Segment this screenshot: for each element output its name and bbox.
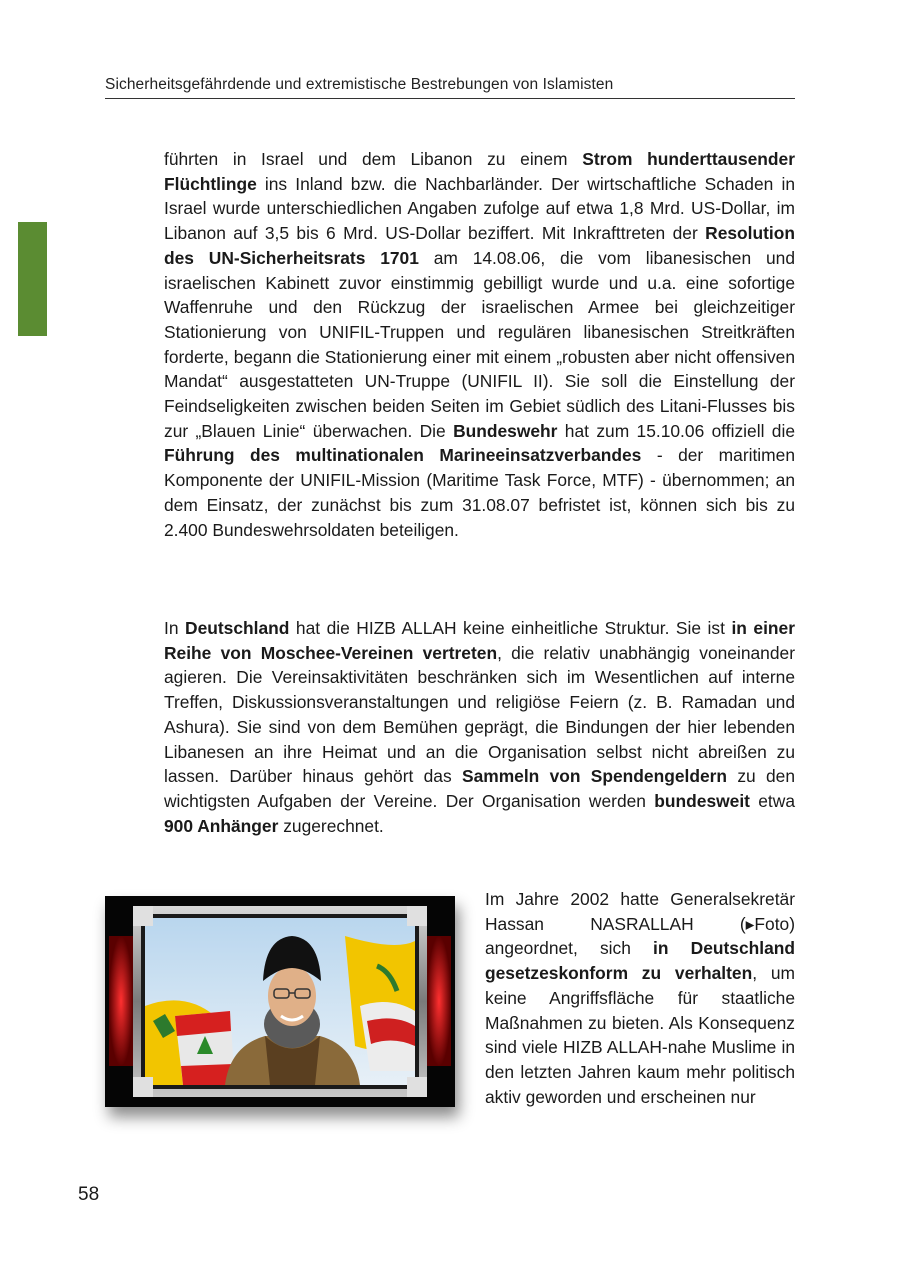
bold-phrase: Sammeln von Spendengeldern <box>461 766 728 787</box>
bold-phrase: in Deutschland gesetzeskonform zu verhalten <box>485 938 796 984</box>
chapter-side-tab <box>18 222 47 336</box>
text-run: führten in Israel und dem Libanon zu einem <box>164 149 583 169</box>
bold-phrase: Resolution des UN-Sicherheitsrats 1701 <box>164 223 795 268</box>
bold-phrase: Deutschland <box>185 618 290 638</box>
text-run: hat zum 15.10.06 offiziell die <box>557 420 795 441</box>
text-run: hat die HIZB ALLAH keine einheitliche Struktur. Sie ist <box>289 618 732 638</box>
running-header-title: Sicherheitsgefährdende und extremistische Bestrebungen von Islamisten <box>105 76 614 93</box>
text-run: , um keine Angriffsfläche für staatliche Maßnahmen zu bieten. Als Konsequenz sind viele HIZB ALLAH-nahe Muslime in den letzten Jahren kaum mehr politisch aktiv geworden und erscheinen nur <box>485 963 795 1107</box>
text-run: - der maritimen Komponente der UNIFIL-Mission (Maritime Task Force, MTF) - übernommen; an dem Einsatz, der zunächst bis zum 31.08.07 befristet ist, können sich bis zu 2.400 Bundeswehrsoldaten beteiligen. <box>164 445 795 540</box>
paragraph-lebanon-conflict <box>164 147 795 542</box>
bold-phrase: Führung des multinationalen Marineeinsatzverbandes <box>164 445 642 466</box>
nasrallah-photo <box>105 896 455 1107</box>
portrait-photo-icon <box>105 896 455 1107</box>
text-run: am 14.08.06, die vom libanesischen und israelischen Kabinett zuvor einstimmig gebilligt wurde und u.a. eine sofortige Waffenruhe und den Rückzug der israelischen Armee bei gleichzeitiger Stationierung von UNIFIL-Truppen und regulären libanesischen Streitkräften forderte, begann die Stationierung einer mit einem „robusten aber nicht offensiven Mandat“ ausgestatteten UN-Truppe (UNIFIL II). Sie soll die Einstellung der Feindseligkeiten zwischen beiden Seiten im Gebiet südlich des Litani-Flusses bis zur „Blauen Linie“ überwachen. Die <box>164 247 795 441</box>
bold-phrase: Strom hunderttausender Flüchtlinge <box>164 149 795 194</box>
text-run: ins Inland bzw. die Nachbarländer. Der wirtschaftliche Schaden in Israel wurde unterschiedlichen Angaben zufolge auf etwa 1,8 Mrd. US-Dollar, im Libanon auf 3,5 bis 6 Mrd. US-Dollar beziffert. Mit Inkrafttreten der <box>164 173 795 244</box>
text-run: , die relativ unabhängig voneinander agieren. Die Vereinsaktivitäten beschränken sich im Wesentlichen auf interne Treffen, Diskussionsveranstaltungen und religiöse Feiern (z. B. Ramadan und Ashura). Sie sind von dem Bemühen geprägt, die Bindungen der hier lebenden Libanesen an ihre Heimat und an die Organisation selbst nicht abreißen zu lassen. Darüber hinaus gehört das <box>164 642 795 787</box>
text-run: In <box>164 618 186 638</box>
text-run: etwa <box>749 790 795 811</box>
text-run: zu den wichtigsten Aufgaben der Vereine. Der Organisation werden <box>164 766 796 811</box>
paragraph-germany-structure <box>164 616 795 838</box>
paragraph-nasrallah-order <box>485 887 795 1109</box>
bold-phrase: 900 Anhänger <box>164 815 279 836</box>
bold-phrase: Bundeswehr <box>453 420 558 441</box>
header-rule <box>105 98 795 99</box>
bold-phrase: bundesweit <box>654 790 750 811</box>
bold-phrase: in einer Reihe von Moschee-Vereinen vertreten <box>164 618 795 663</box>
text-run: zugerechnet. <box>278 815 384 836</box>
page-number: 58 <box>78 1184 100 1205</box>
text-run: Im Jahre 2002 hatte Generalsekretär Hassan NASRALLAH (▸Foto) angeordnet, sich <box>485 889 795 959</box>
